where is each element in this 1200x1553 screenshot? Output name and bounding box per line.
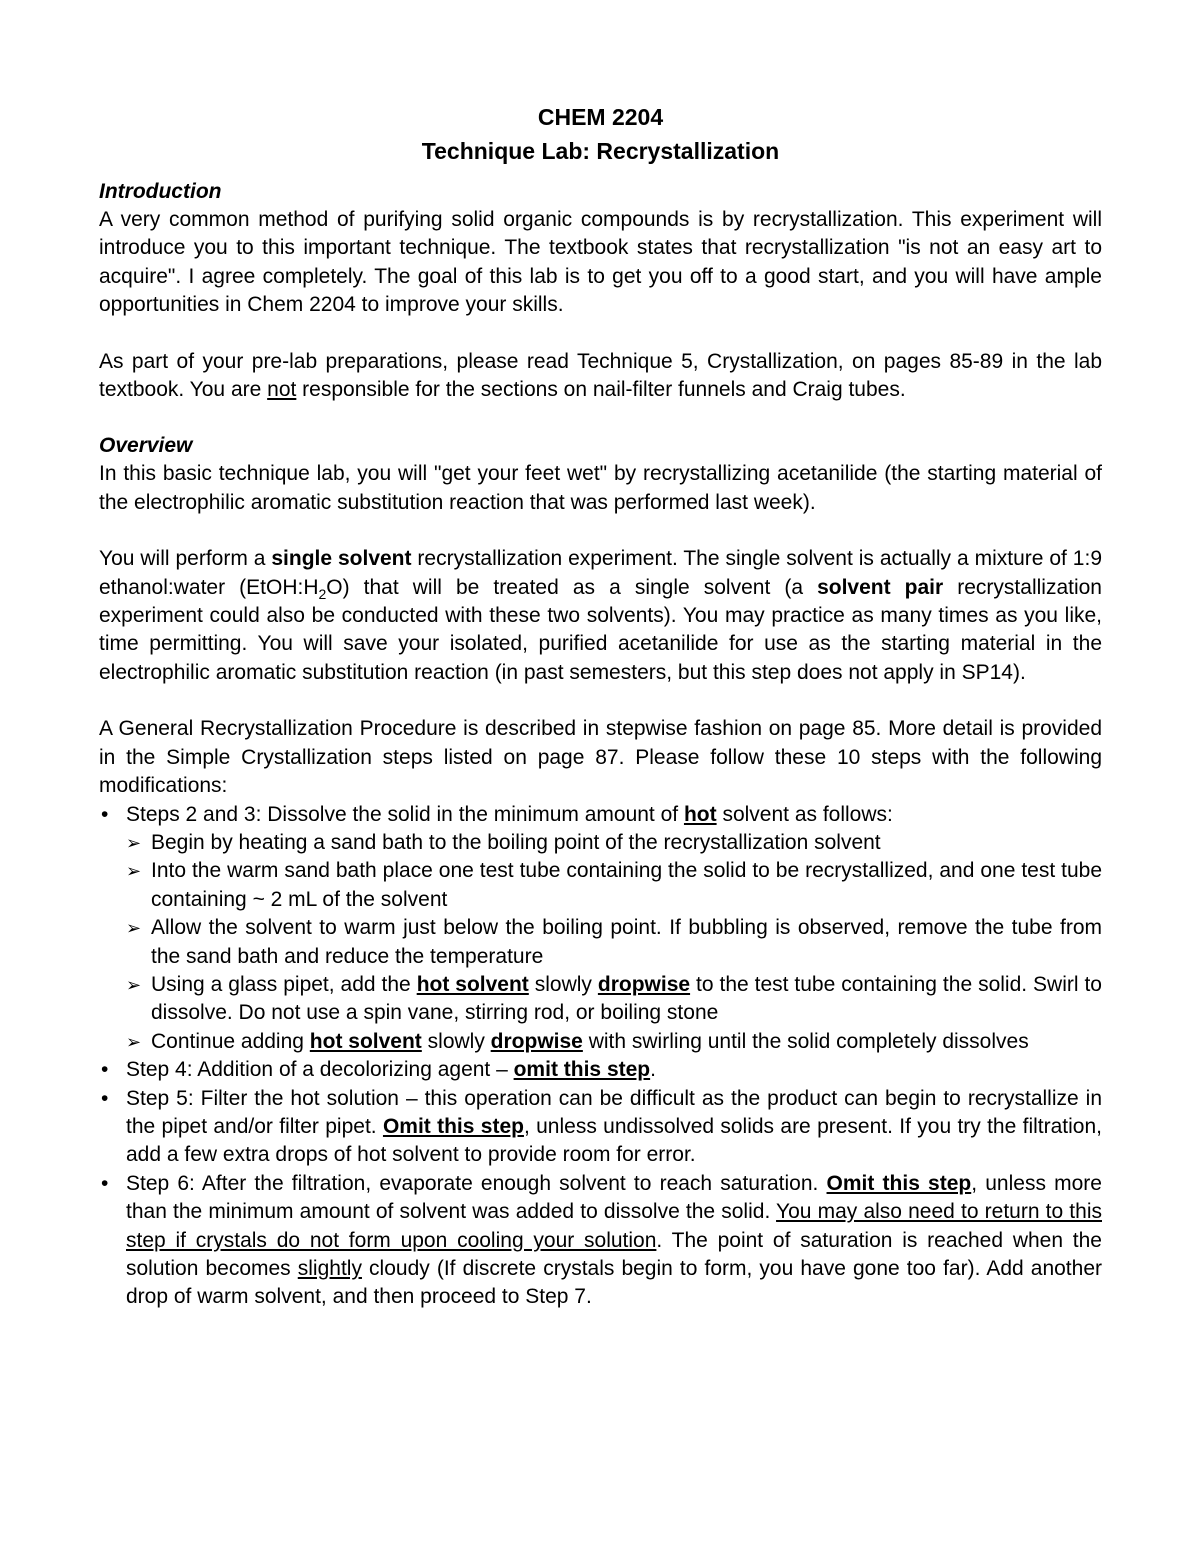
sub-list bbox=[126, 829, 1102, 1056]
arrow-bullet-icon: ➢ bbox=[126, 1031, 142, 1052]
modification-list bbox=[99, 801, 1102, 1312]
arrow-bullet-icon: ➢ bbox=[126, 832, 142, 853]
arrow-bullet-icon: ➢ bbox=[126, 861, 142, 882]
list-item-step-5: • Step 5: Filter the hot solution – this operation can be difficult as the product can begin to recrystallize in the pipet and/or filter pipet. Omit this step, unless undissolved solids are present. If you try the filtration, add a few extra drops of hot solvent to provide room for error. bbox=[99, 1085, 1102, 1170]
sub-item: ➢ Begin by heating a sand bath to the boiling point of the recrystallization solvent bbox=[126, 829, 1102, 857]
arrow-bullet-icon: ➢ bbox=[126, 974, 142, 995]
course-code: CHEM 2204 bbox=[537, 104, 664, 130]
list-item-step-4: • Step 4: Addition of a decolorizing agent – omit this step. bbox=[99, 1056, 1102, 1084]
sub-item: ➢ Continue adding hot solvent slowly dropwise with swirling until the solid completely dissolves bbox=[126, 1028, 1102, 1056]
overview-paragraph-1: In this basic technique lab, you will "get your feet wet" by recrystallizing acetanilide (the starting material of the electrophilic aromatic substitution reaction that was performed last week). bbox=[99, 462, 1102, 514]
list-item-step-6: • Step 6: After the filtration, evaporate enough solvent to reach saturation. Omit this step, unless more than the minimum amount of solvent was added to dissolve the solid. You may also need to return to this step if crystals do not form upon cooling your solution. The point of saturation is reached when the solution becomes slightly cloudy (If discrete crystals begin to form, you have gone too far). Add another drop of warm solvent, and then proceed to Step 7. bbox=[99, 1170, 1102, 1312]
overview-paragraph-3: A General Recrystallization Procedure is described in stepwise fashion on page 85. More detail is provided in the Simple Crystallization steps listed on page 87. Please follow these 10 steps with the following modifications: bbox=[99, 717, 1102, 798]
prelab-paragraph: As part of your pre-lab preparations, please read Technique 5, Crystallization, on pages 85-89 in the lab textbook. You are not responsible for the sections on nail-filter funnels and Craig tubes. bbox=[99, 349, 1102, 402]
introduction-heading: Introduction bbox=[99, 180, 222, 203]
overview-heading: Overview bbox=[99, 434, 193, 458]
arrow-bullet-icon: ➢ bbox=[126, 918, 142, 939]
page-title: Technique Lab: Recrystallization bbox=[421, 138, 780, 164]
sub-item: ➢ Using a glass pipet, add the hot solvent slowly dropwise to the test tube containing the solid. Swirl to dissolve. Do not use a spin vane, stirring rod, or boiling stone bbox=[126, 972, 1102, 1025]
sub-item: ➢ Allow the solvent to warm just below the boiling point. If bubbling is observed, remove the tube from the sand bath and reduce the temperature bbox=[126, 916, 1102, 968]
sub-item: ➢ Into the warm sand bath place one test tube containing the solid to be recrystallized, and one test tube containing ~ 2 mL of the solvent bbox=[126, 859, 1102, 911]
title-block bbox=[99, 100, 1102, 168]
list-item-steps-2-3: • Steps 2 and 3: Dissolve the solid in the minimum amount of hot solvent as follows: ➢ Begin by heating a sand bath to the boiling point of the recrystallization solvent ➢ Into the warm sand bath place one test tube containing the solid to be recrystallized, and one test tube containing ~ 2 mL of the solvent ➢ Allow the solvent to warm just below the boiling point. If bubbling is observed, remove the tube from the sand bath and reduce the temperature ➢ Using a glass pipet, add the hot solvent slowly dropwise to the test tube containing the solid. Swirl to dissolve. Do not use a spin vane, stirring rod, or boiling stone ➢ Continue adding hot solvent slowly dropwise with swirling until the solid completely dissolves bbox=[99, 801, 1102, 1057]
overview-paragraph-2: You will perform a single solvent recrystallization experiment. The single solvent is actually a mixture of 1:9 ethanol:water $(EtOH:H_2O)$ that will be treated as a single solvent (a solvent pair recrystallization experiment could also be conducted with these two solvents). You may practice as many times as you like, time permitting. You will save your isolated, purified acetanilide for use as the starting material in the electrophilic aromatic substitution reaction (in past semesters, but this step does not apply in SP14). bbox=[99, 547, 1102, 684]
introduction-paragraph: A very common method of purifying solid organic compounds is by recrystallization. This experiment will introduce you to this important technique. The textbook states that recrystallization "is not an easy art to acquire". I agree completely. The goal of this lab is to get you off to a good start, and you will have ample opportunities in Chem 2204 to improve your skills. bbox=[99, 208, 1102, 317]
